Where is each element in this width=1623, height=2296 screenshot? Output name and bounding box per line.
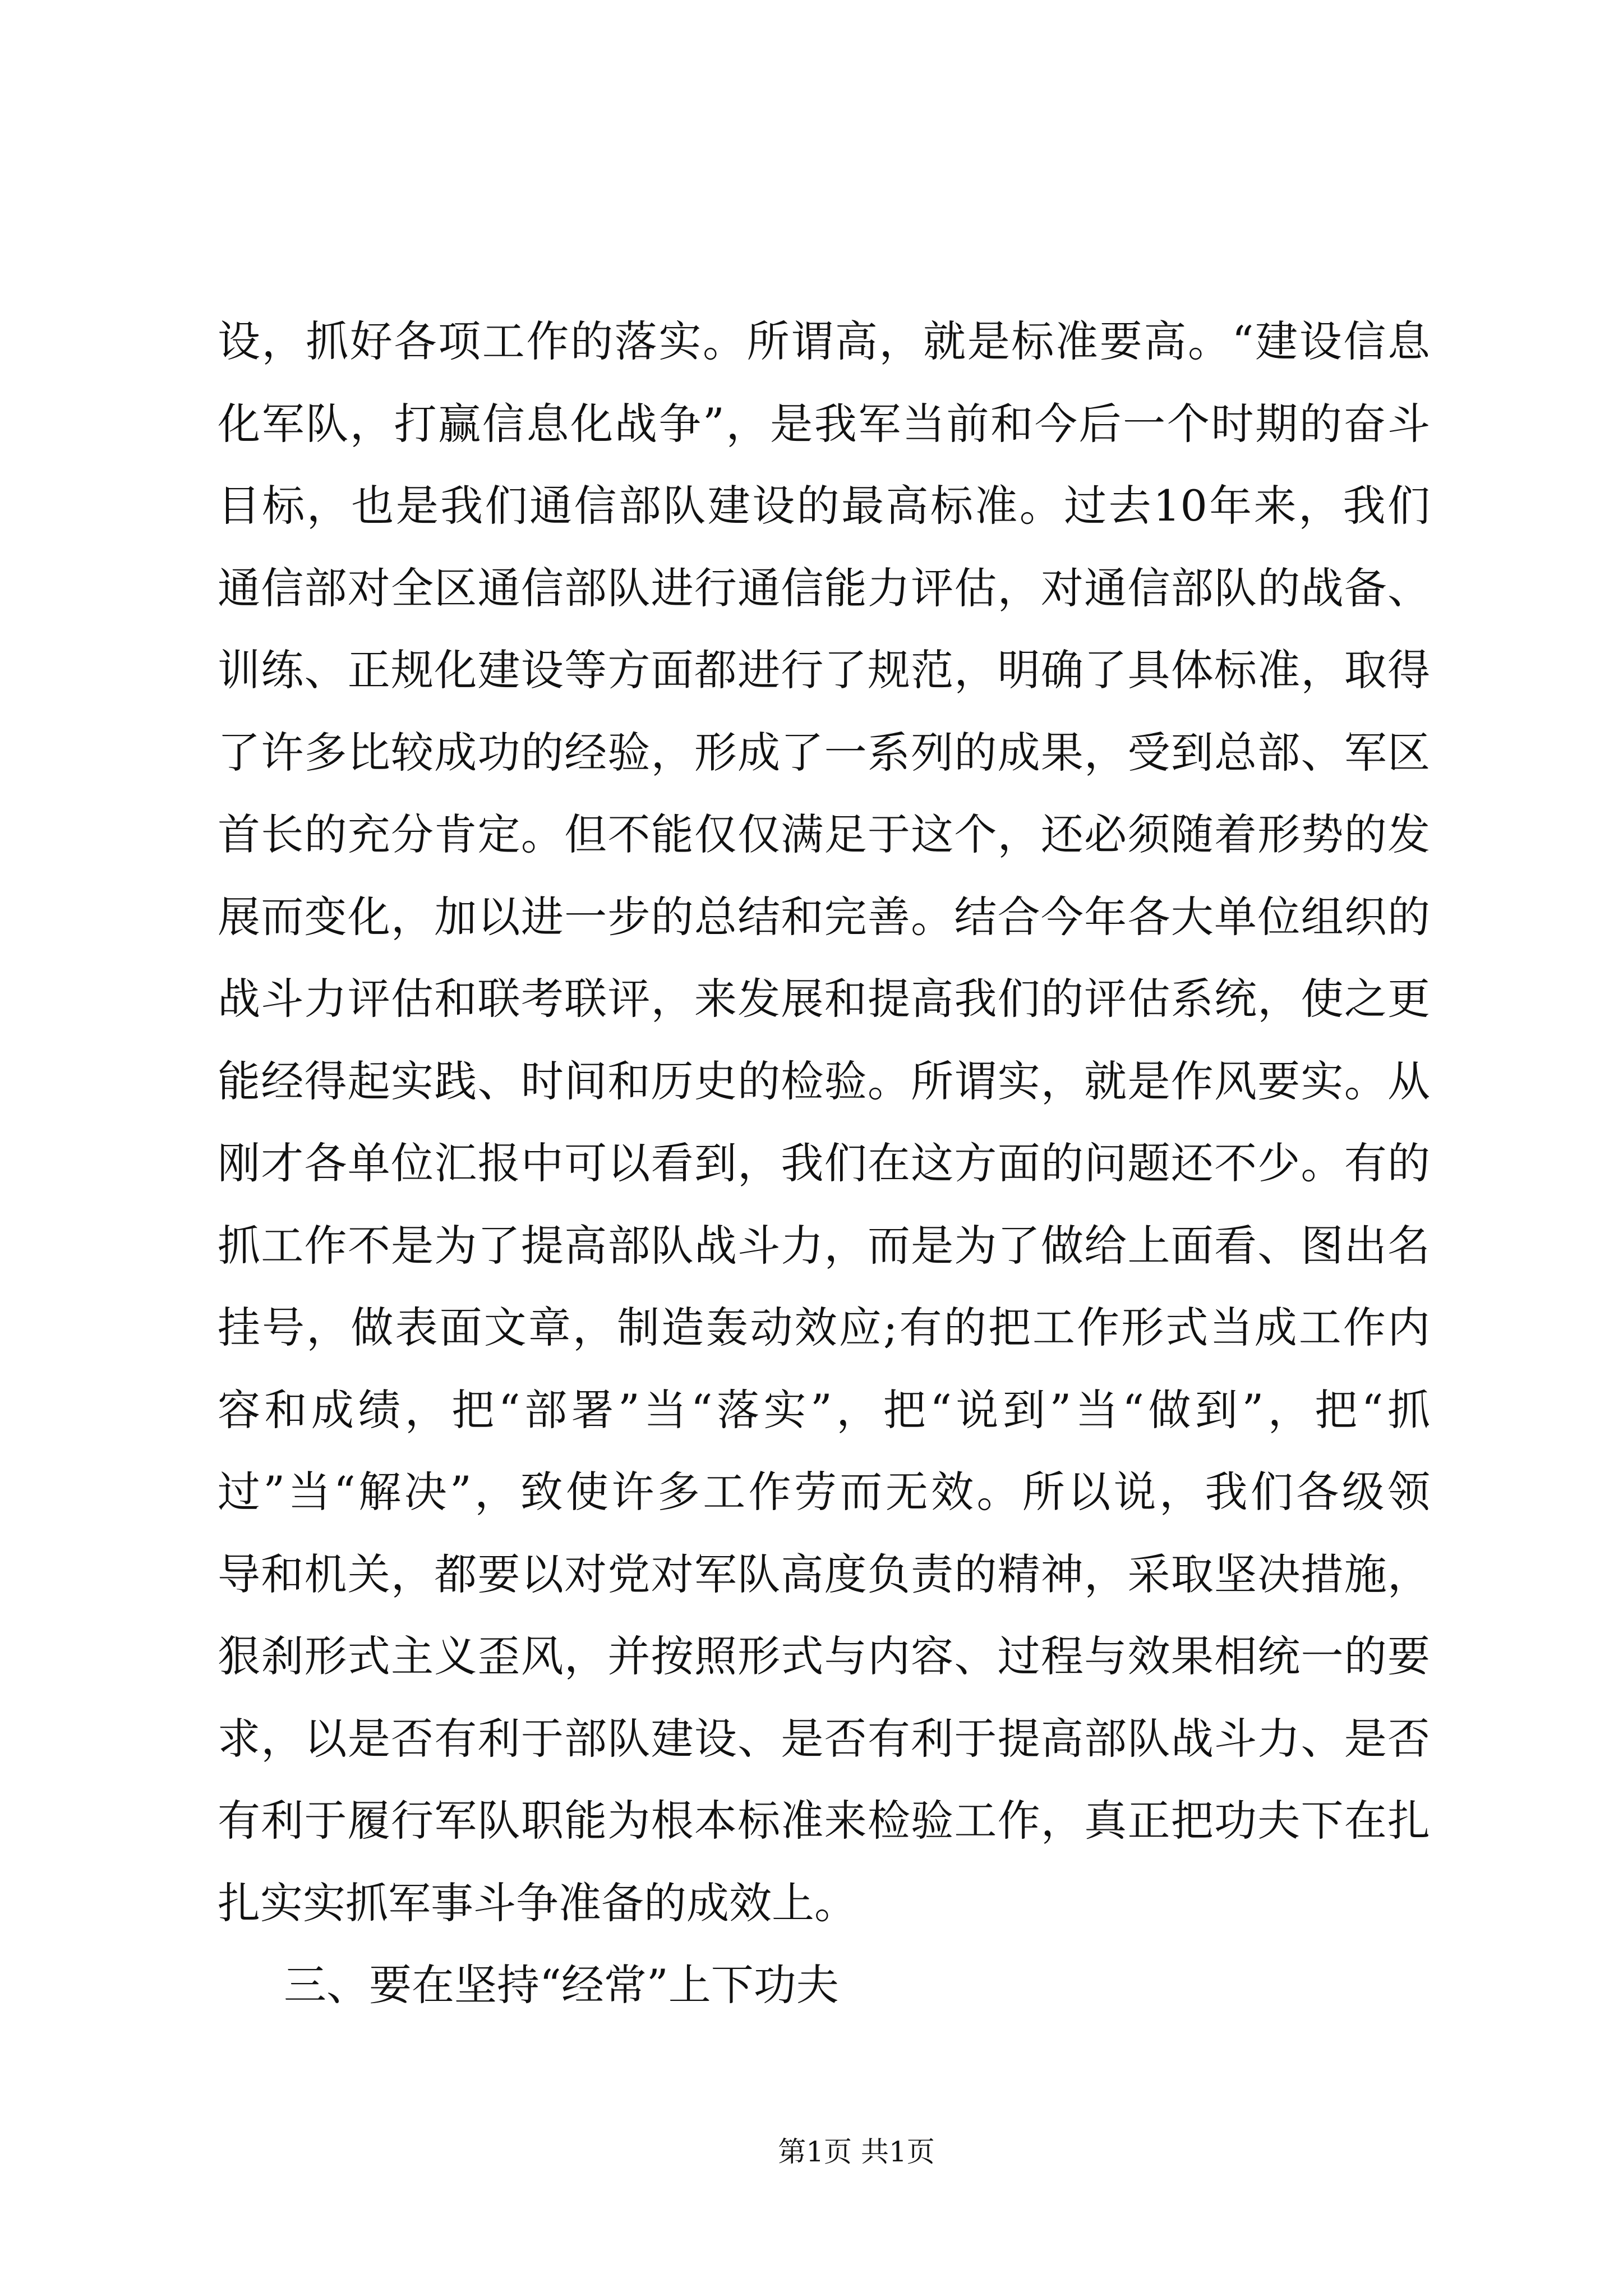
text-line: 刚才各单位汇报中可以看到，我们在这方面的问题还不少。有的 — [218, 1138, 1430, 1188]
text-line: 展而变化，加以进一步的总结和完善。结合今年各大单位组织的 — [218, 891, 1430, 942]
text-line: 训练、正规化建设等方面都进行了规范，明确了具体标准，取得 — [218, 645, 1430, 695]
page-footer: 第1页 共1页 — [778, 2136, 935, 2168]
text-line: 狠刹形式主义歪风，并按照形式与内容、过程与效果相统一的要 — [218, 1631, 1430, 1681]
section-heading: 三、要在坚持“经常”上下功夫 — [284, 1960, 839, 2010]
text-line: 挂号，做表面文章，制造轰动效应;有的把工作形式当成工作内 — [218, 1303, 1430, 1352]
text-line-paragraph-end: 扎实实抓军事斗争准备的成效上。 — [218, 1878, 857, 1928]
text-line: 能经得起实践、时间和历史的检验。所谓实，就是作风要实。从 — [218, 1056, 1430, 1106]
text-line: 战斗力评估和联考联评，来发展和提高我们的评估系统，使之更 — [218, 974, 1430, 1024]
text-line: 设，抓好各项工作的落实。所谓高，就是标准要高。“建设信息 — [218, 316, 1430, 366]
text-line: 求，以是否有利于部队建设、是否有利于提高部队战斗力、是否 — [218, 1713, 1430, 1764]
text-line: 有利于履行军队职能为根本标准来检验工作，真正把功夫下在扎 — [218, 1796, 1430, 1846]
text-line: 目标，也是我们通信部队建设的最高标准。过去10年来，我们 — [218, 481, 1430, 531]
text-line: 了许多比较成功的经验，形成了一系列的成果，受到总部、军区 — [218, 727, 1430, 777]
text-line: 化军队，打赢信息化战争”，是我军当前和今后一个时期的奋斗 — [218, 398, 1430, 449]
text-line: 抓工作不是为了提高部队战斗力，而是为了做给上面看、图出名 — [218, 1220, 1430, 1271]
text-line: 过”当“解决”，致使许多工作劳而无效。所以说，我们各级领 — [218, 1467, 1430, 1517]
text-line: 首长的充分肯定。但不能仅仅满足于这个，还必须随着形势的发 — [218, 809, 1430, 859]
text-line: 导和机关，都要以对党对军队高度负责的精神，采取坚决措施， — [218, 1549, 1430, 1599]
text-line: 容和成绩，把“部署”当“落实”，把“说到”当“做到”，把“抓 — [218, 1384, 1430, 1435]
body-text — [218, 301, 1430, 2027]
text-line: 通信部对全区通信部队进行通信能力评估，对通信部队的战备、 — [218, 563, 1430, 613]
